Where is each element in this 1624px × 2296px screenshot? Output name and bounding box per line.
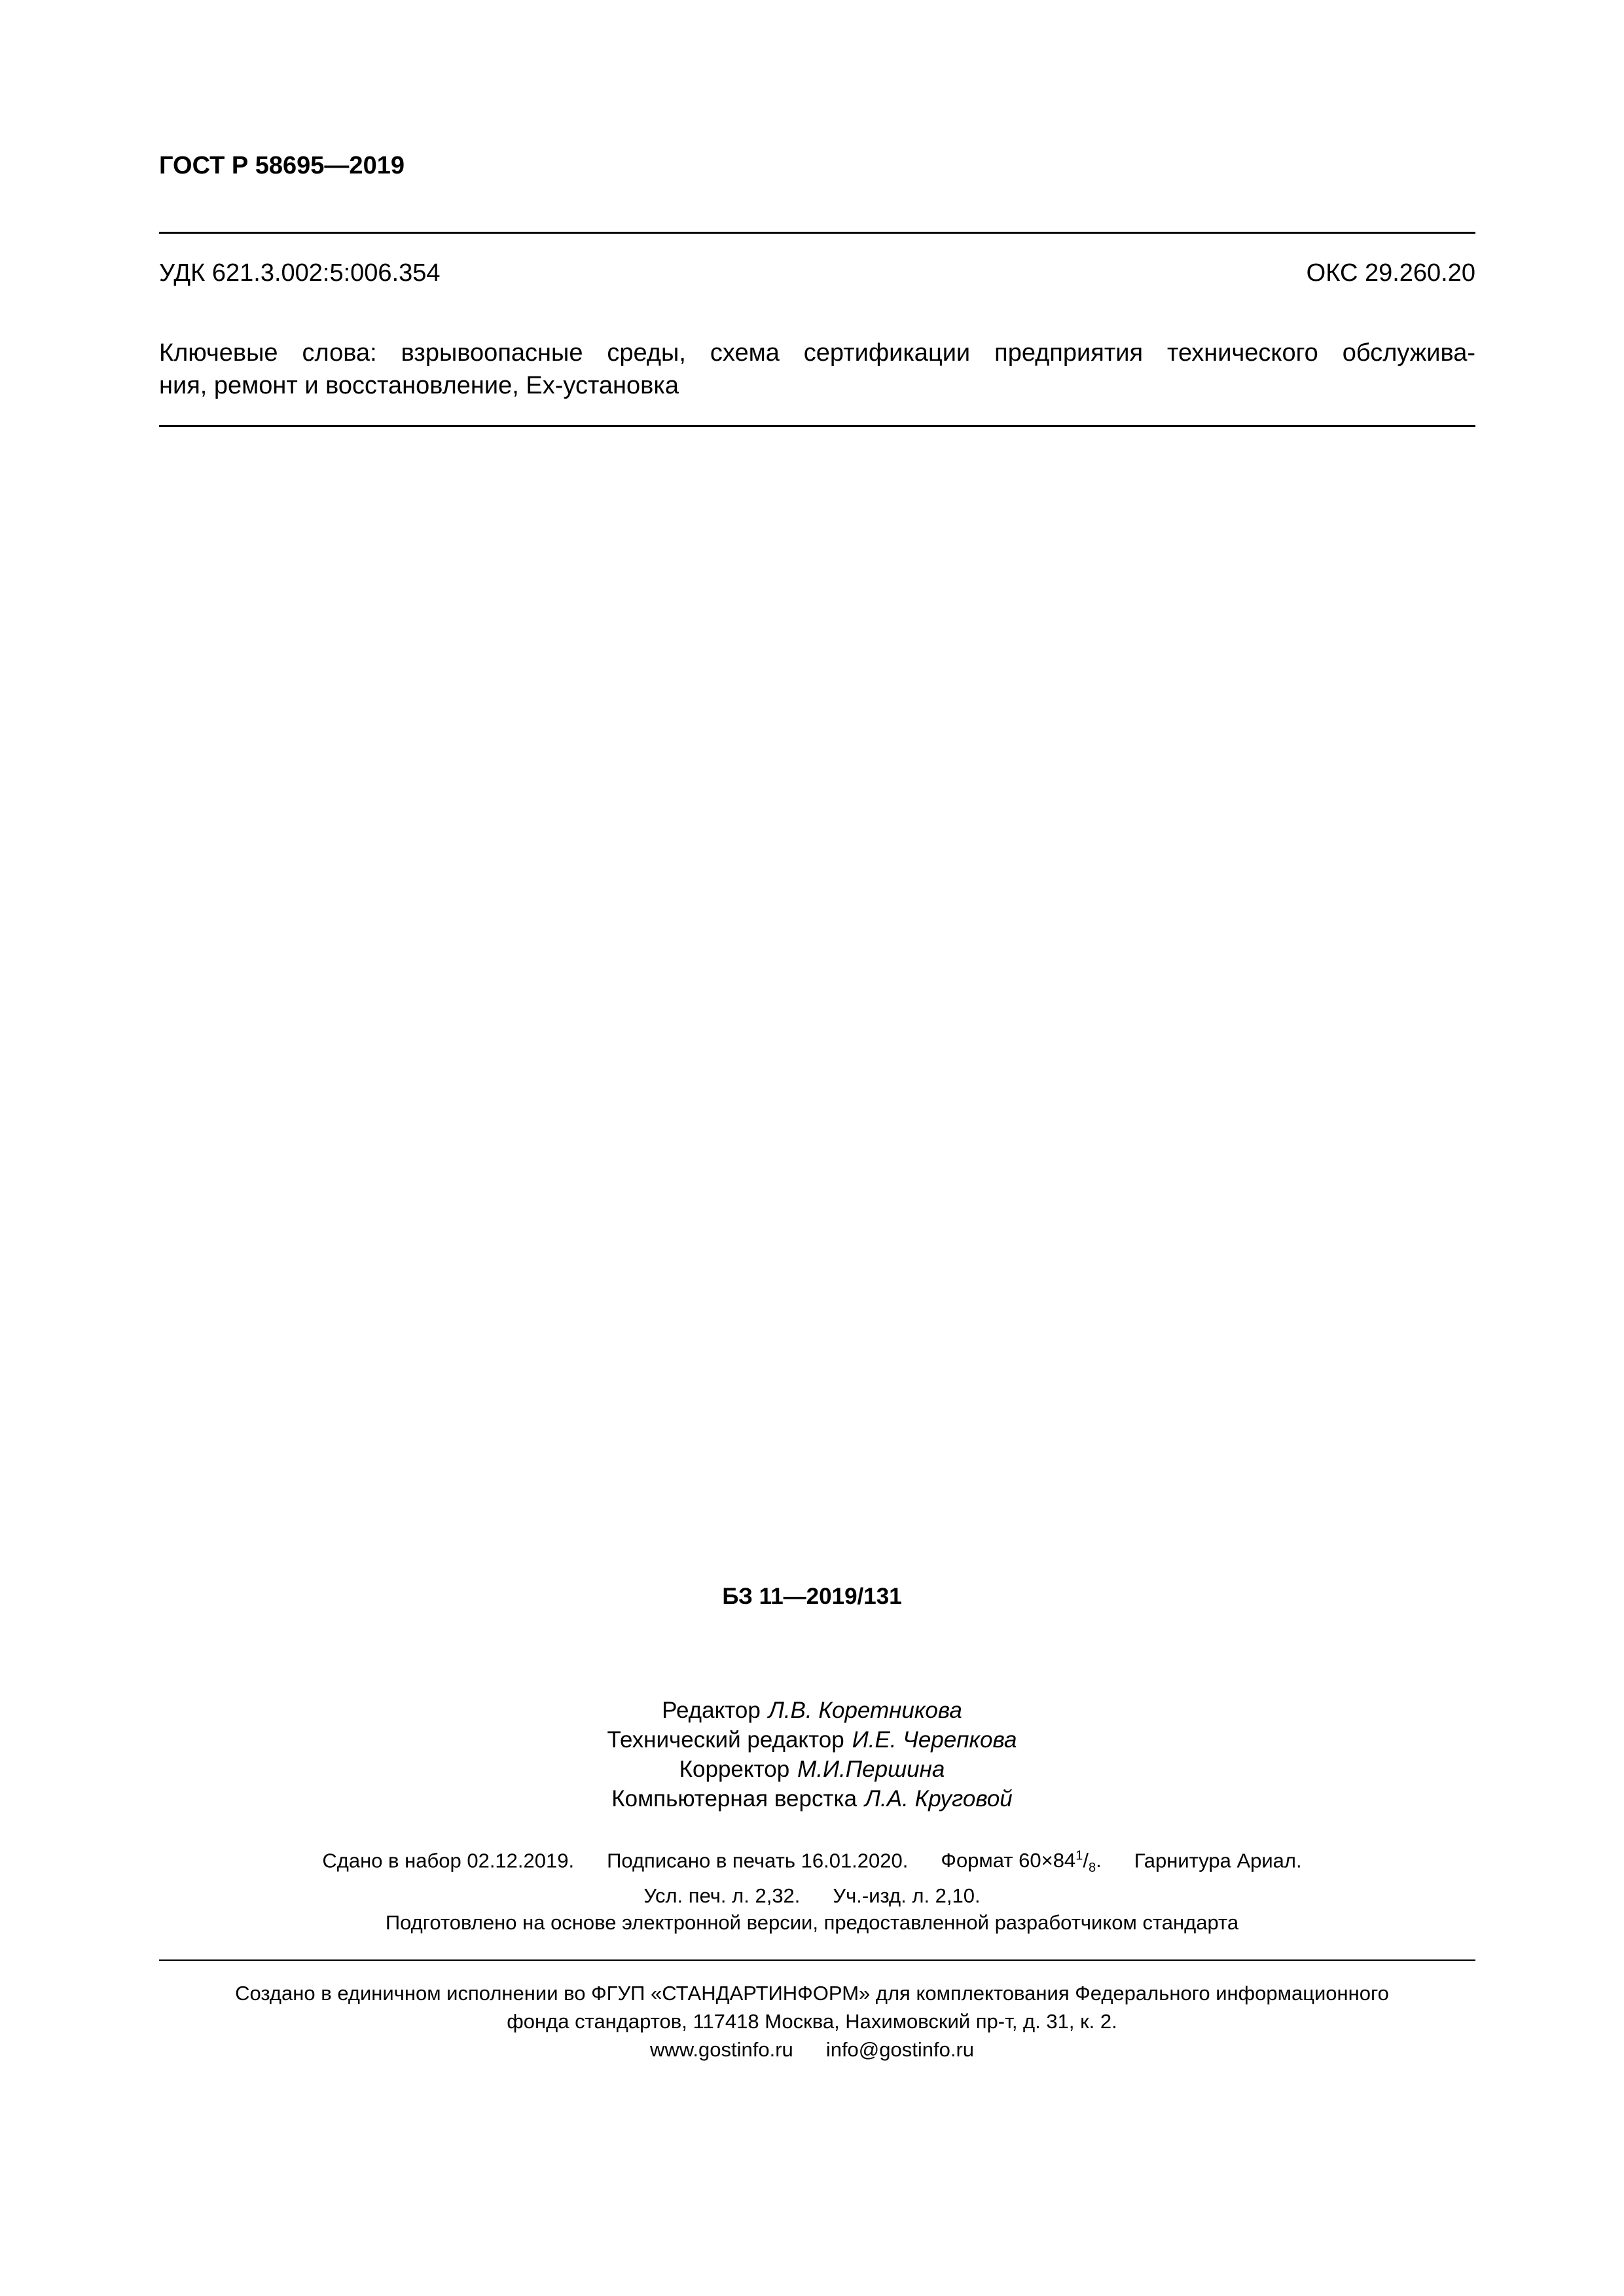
imprint-publisher-sheets: Уч.-изд. л. 2,10. — [833, 1884, 981, 1907]
keywords-divider — [159, 425, 1475, 427]
oks-code: ОКС 29.260.20 — [1306, 259, 1475, 287]
imprint-format-prefix: Формат 60×84 — [941, 1849, 1076, 1872]
footer-line-1: Создано в единичном исполнении во ФГУП «СТАНДАРТИНФОРМ» для комплектования Федерального информационного — [235, 1982, 1389, 2005]
imprint-format — [941, 1849, 1102, 1876]
imprint-format-suffix: . — [1096, 1849, 1102, 1872]
footer-block — [0, 1979, 1624, 2064]
imprint-format-slash: / — [1083, 1849, 1089, 1872]
credit-layout — [0, 1784, 1624, 1813]
imprint-format-denominator: 8 — [1088, 1861, 1096, 1876]
credit-corrector-name: М.И.Першина — [797, 1757, 945, 1782]
imprint-submitted: Сдано в набор 02.12.2019. — [322, 1849, 575, 1872]
credit-tech-editor — [0, 1725, 1624, 1755]
credit-editor-name: Л.В. Коретникова — [768, 1698, 962, 1723]
footer-line-2: фонда стандартов, 117418 Москва, Нахимовский пр-т, д. 31, к. 2. — [507, 2010, 1117, 2033]
credit-corrector — [0, 1755, 1624, 1784]
footer-website-link[interactable]: www.gostinfo.ru — [649, 2038, 793, 2061]
imprint-print-sheets: Усл. печ. л. 2,32. — [643, 1884, 801, 1907]
imprint-prepared-note: Подготовлено на основе электронной версии, предоставленной разработчиком стандарта — [385, 1910, 1239, 1934]
credit-tech-editor-name: И.Е. Черепкова — [852, 1727, 1017, 1753]
credit-tech-editor-label: Технический редактор — [607, 1727, 844, 1753]
keywords-line-1: Ключевые слова: взрывоопасные среды, схема сертификации предприятия технического обслужива- — [159, 339, 1475, 367]
credit-editor-label: Редактор — [662, 1698, 761, 1723]
udk-code: УДК 621.3.002:5:006.354 — [159, 259, 441, 287]
imprint-block — [0, 1843, 1624, 1936]
imprint-typeface: Гарнитура Ариал. — [1134, 1849, 1302, 1872]
imprint-format-numerator: 1 — [1075, 1849, 1083, 1863]
keywords-paragraph — [159, 337, 1475, 402]
standard-code: ГОСТ Р 58695—2019 — [159, 152, 405, 179]
footer-divider — [159, 1959, 1475, 1961]
top-divider — [159, 232, 1475, 234]
footer-contacts — [0, 2035, 1624, 2064]
footer-email-link[interactable]: info@gostinfo.ru — [825, 2038, 975, 2061]
credits-block — [0, 1696, 1624, 1813]
classification-row — [159, 258, 1475, 288]
keywords-line-2: ния, ремонт и восстановление, Ex-установка — [159, 372, 679, 399]
imprint-line-1 — [0, 1843, 1624, 1882]
credit-editor — [0, 1696, 1624, 1725]
credit-layout-name: Л.А. Круговой — [865, 1786, 1013, 1812]
imprint-signed: Подписано в печать 16.01.2020. — [607, 1849, 909, 1872]
bz-number: БЗ 11—2019/131 — [722, 1584, 902, 1609]
credit-corrector-label: Корректор — [679, 1757, 790, 1782]
credit-layout-label: Компьютерная верстка — [611, 1786, 857, 1812]
imprint-line-2 — [0, 1882, 1624, 1909]
